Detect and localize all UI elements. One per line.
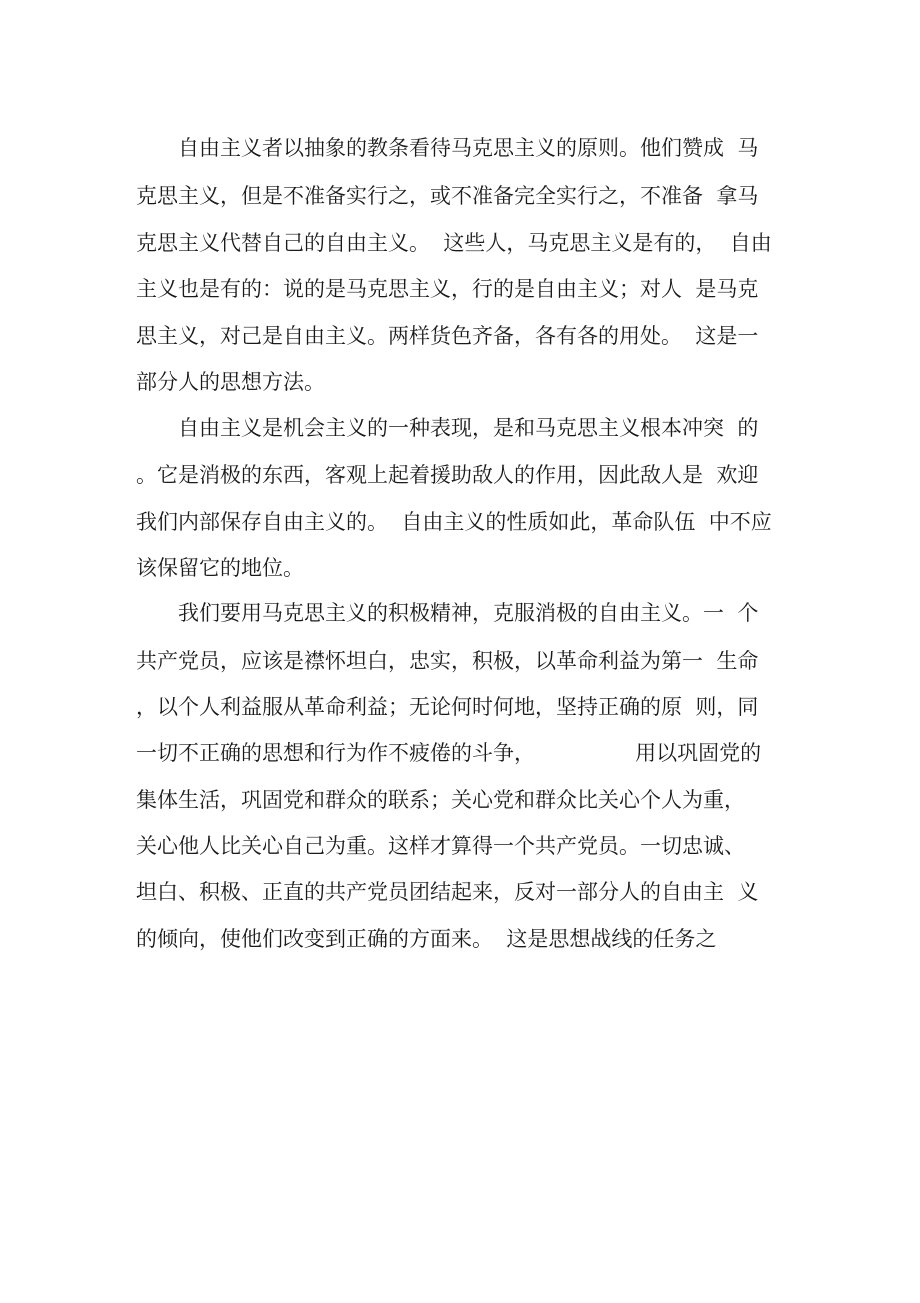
paragraph-2-line-4: 该保留它的地位。	[136, 556, 304, 580]
paragraph-1-line-4: 主义也是有的：说的是马克思主义，行的是自由主义；对人 是马克	[136, 277, 759, 301]
paragraph-1-line-3: 克思主义代替自己的自由主义。 这些人，马克思主义是有的， 自由	[136, 231, 772, 255]
paragraph-3-line-6: 关心他人比关心自己为重。这样才算得一个共产党员。一切忠诚、	[136, 834, 745, 858]
paragraph-2-line-2: 。它是消极的东西，客观上起着援助敌人的作用，因此敌人是 欢迎	[136, 463, 759, 487]
paragraph-3-line-8: 的倾向，使他们改变到正确的方面来。 这是思想战线的任务之	[136, 927, 717, 951]
paragraph-3-line-4: 一切不正确的思想和行为作不疲倦的斗争， 用以巩固党的	[136, 741, 762, 765]
paragraph-3-line-1: 我们要用马克思主义的积极精神，克服消极的自由主义。一 个	[178, 601, 759, 625]
paragraph-2-line-1: 自由主义是机会主义的一种表现，是和马克思主义根本冲突 的	[178, 416, 759, 440]
paragraph-2-line-3: 我们内部保存自由主义的。 自由主义的性质如此，革命队伍 中不应	[136, 510, 772, 534]
paragraph-1-line-6: 部分人的思想方法。	[136, 370, 325, 394]
paragraph-3-line-2: 共产党员，应该是襟怀坦白，忠实，积极，以革命利益为第一 生命	[136, 649, 759, 673]
paragraph-3-line-3: ，以个人利益服从革命利益；无论何时何地，坚持正确的原 则，同	[136, 695, 759, 719]
paragraph-1-line-5: 思主义，对己是自由主义。两样货色齐备，各有各的用处。 这是一	[136, 324, 759, 348]
paragraph-1-line-2: 克思主义，但是不准备实行之，或不准备完全实行之，不准备 拿马	[136, 184, 759, 208]
paragraph-3-line-7: 坦白、积极、正直的共产党员团结起来，反对一部分人的自由主 义	[136, 880, 759, 904]
paragraph-3-line-5: 集体生活，巩固党和群众的联系；关心党和群众比关心个人为重，	[136, 788, 745, 812]
paragraph-1-line-1: 自由主义者以抽象的教条看待马克思主义的原则。他们赞成 马	[178, 136, 759, 160]
